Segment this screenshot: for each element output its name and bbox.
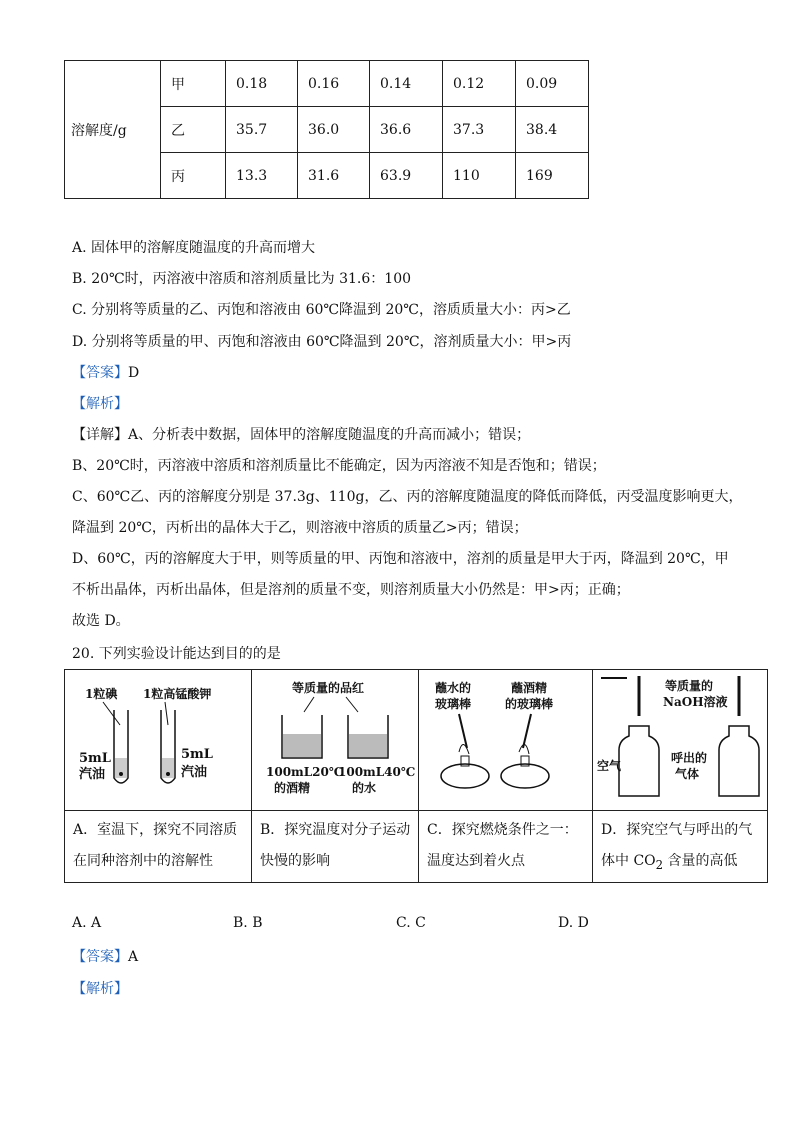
arrow-line (304, 697, 314, 712)
detail-line: 降温到 20℃，丙析出的晶体大于乙，则溶液中溶质的质量乙>丙；错误； (72, 520, 528, 536)
water-rod-label: 蘸水的 (435, 681, 472, 695)
detail-line: 不析出晶体，丙析出晶体，但是溶剂的质量不变，则溶剂质量大小仍然是：甲>丙；正确； (72, 582, 630, 598)
solubility-table (64, 60, 589, 199)
answer-line (72, 362, 139, 382)
substance-name: 乙 (161, 107, 226, 153)
table-cell: 110 (443, 153, 516, 199)
detail-line: D、60℃，丙的溶解度大于甲，则等质量的甲、丙饱和溶液中，溶剂的质量是甲大于丙，降温到 20℃，甲 (72, 551, 729, 567)
caption-d-subscript: 2 (655, 857, 664, 872)
answer-tag: 【答案】 (72, 365, 128, 381)
table-cell: 31.6 (298, 153, 370, 199)
left-volume: 100mL20℃ (266, 765, 344, 779)
air-label: 空气 (597, 759, 622, 773)
caption-d-text-end: 含量的高低 (663, 853, 738, 869)
bottle-right (719, 726, 759, 796)
table-cell: 38.4 (516, 107, 589, 153)
substance-name: 甲 (161, 61, 226, 107)
detail-text: A、分析表中数据，固体甲的溶解度随温度的升高而减小；错误； (128, 427, 531, 443)
caption-row (65, 811, 768, 883)
detail-line: C、60℃乙、丙的溶解度分别是 37.3g、110g，乙、丙的溶解度随温度的降低而降低，丙受温度影响更大， (72, 489, 743, 505)
table-cell: 0.12 (443, 61, 516, 107)
beaker-figure (252, 670, 418, 806)
lamp-right (501, 764, 549, 788)
option-c: C. 分别将等质量的乙、丙饱和溶液由 60℃降温到 20℃，溶质质量大小：丙>乙 (72, 302, 571, 318)
bottle-left (619, 726, 659, 796)
answer-line (72, 946, 138, 966)
liquid-left (283, 734, 321, 757)
answer-value: D (128, 365, 140, 381)
gas-bottle-figure (593, 670, 767, 806)
exhaled-label: 呼出的 (671, 751, 708, 765)
figure-b-cell (252, 670, 419, 811)
left-volume: 5mL (79, 751, 111, 766)
arrow-line (346, 697, 358, 712)
kmno4-particle (166, 772, 170, 776)
water-rod-label-2: 玻璃棒 (435, 697, 472, 711)
alcohol-rod-label-2: 的玻璃棒 (505, 697, 554, 711)
glass-rod-right (523, 714, 531, 748)
table-cell: 0.18 (226, 61, 298, 107)
answer-tag: 【答案】 (72, 949, 128, 965)
detail-line (72, 424, 530, 444)
table-row (65, 61, 589, 107)
dye-label: 等质量的品红 (292, 681, 365, 695)
table-cell: 0.09 (516, 61, 589, 107)
caption-a: A．室温下，探究不同溶质在同种溶剂中的溶解性 (65, 811, 252, 883)
caption-d-text: D．探究空气与呼出的气体中 CO (601, 822, 753, 869)
option-a: A. 固体甲的溶解度随温度的升高而增大 (72, 240, 316, 256)
choice-b: B. B (233, 915, 263, 931)
caption-c: C．探究燃烧条件之一：温度达到着火点 (419, 811, 593, 883)
test-tube-figure (65, 670, 251, 806)
choice-d: D. D (558, 915, 589, 931)
choice-c: C. C (396, 915, 426, 931)
lamp-left (441, 764, 489, 788)
detail-tag: 【详解】 (72, 427, 128, 443)
answer-value: A (128, 949, 139, 965)
alcohol-rod-label: 蘸酒精 (511, 681, 548, 695)
experiment-table (64, 669, 768, 883)
table-cell: 36.6 (370, 107, 443, 153)
caption-b: B．探究温度对分子运动快慢的影响 (252, 811, 419, 883)
table-cell: 13.3 (226, 153, 298, 199)
left-liquid: 的酒精 (274, 781, 311, 795)
alcohol-lamp-figure (419, 670, 592, 806)
naoh-label-2: NaOH溶液 (663, 695, 728, 709)
right-volume: 5mL (181, 747, 213, 762)
table-cell: 63.9 (370, 153, 443, 199)
glass-rod-left (459, 714, 467, 748)
naoh-label: 等质量的 (665, 679, 714, 693)
substance-name: 丙 (161, 153, 226, 199)
figure-a-cell (65, 670, 252, 811)
option-d: D. 分别将等质量的甲、丙饱和溶液由 60℃降温到 20℃，溶剂质量大小：甲>丙 (72, 334, 572, 350)
analysis-tag: 【解析】 (72, 981, 128, 997)
analysis-tag: 【解析】 (72, 396, 128, 412)
table-cell: 37.3 (443, 107, 516, 153)
pointer-line (165, 702, 168, 725)
detail-line: 故选 D。 (72, 613, 130, 629)
right-volume: 100mL40℃ (338, 765, 416, 779)
table-cell: 169 (516, 153, 589, 199)
table-cell: 0.14 (370, 61, 443, 107)
figure-d-cell (593, 670, 768, 811)
pointer-line (103, 702, 120, 725)
kmno4-label: 1粒高锰酸钾 (143, 687, 212, 701)
caption-d (593, 811, 768, 883)
table-cell: 36.0 (298, 107, 370, 153)
figure-row (65, 670, 768, 811)
table-cell: 0.16 (298, 61, 370, 107)
detail-line: B、20℃时，丙溶液中溶质和溶剂质量比不能确定，因为丙溶液不知是否饱和；错误； (72, 458, 606, 474)
right-liquid: 的水 (352, 781, 377, 795)
choice-a: A. A (72, 915, 102, 931)
exhaled-label-2: 气体 (675, 767, 700, 781)
table-cell: 35.7 (226, 107, 298, 153)
iodine-label: 1粒碘 (85, 687, 118, 701)
figure-c-cell (419, 670, 593, 811)
right-liquid: 汽油 (181, 765, 208, 780)
row-header: 溶解度/g (65, 61, 161, 199)
option-b: B. 20℃时，丙溶液中溶质和溶剂质量比为 31.6：100 (72, 271, 412, 287)
question-stem: 20. 下列实验设计能达到目的的是 (72, 646, 281, 662)
liquid-right (349, 734, 387, 757)
left-liquid: 汽油 (79, 767, 106, 782)
iodine-particle (119, 772, 123, 776)
